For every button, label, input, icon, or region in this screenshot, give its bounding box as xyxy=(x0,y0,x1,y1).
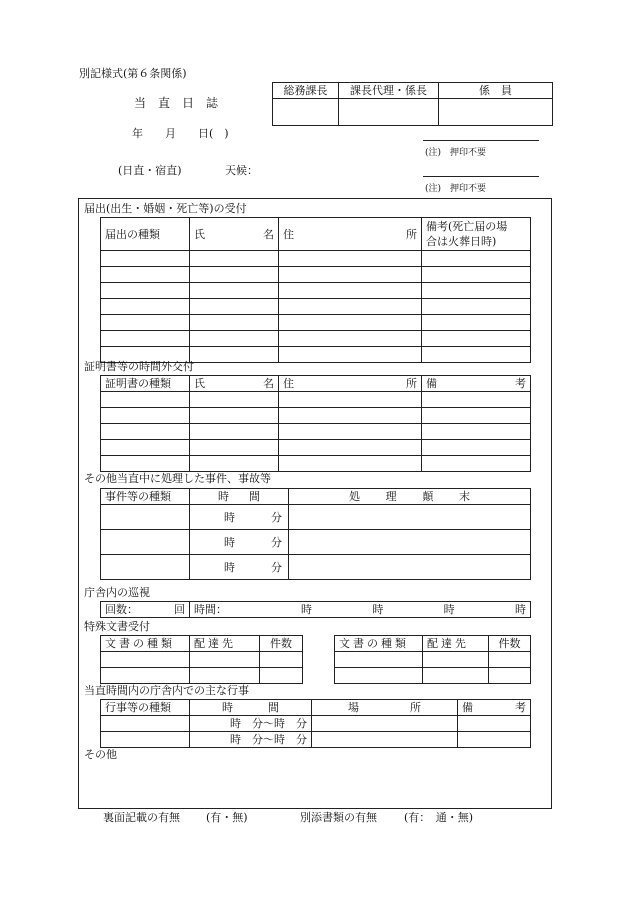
entry-cell[interactable] xyxy=(260,652,303,668)
entry-cell[interactable] xyxy=(101,424,190,440)
entry-cell[interactable] xyxy=(279,283,422,299)
entry-cell[interactable] xyxy=(423,668,489,684)
table-row xyxy=(335,652,531,668)
entry-cell[interactable] xyxy=(279,408,422,424)
section-title: 届出(出生・婚姻・死亡等)の受付 xyxy=(84,202,247,215)
column-header: 文書の種類 xyxy=(101,636,190,652)
entry-cell[interactable] xyxy=(101,331,190,347)
attachment-options[interactable]: (有： 通・無) xyxy=(404,811,474,824)
column-header: 文書の種類 xyxy=(335,636,423,652)
entry-cell[interactable] xyxy=(422,392,531,408)
entry-cell[interactable] xyxy=(458,732,531,748)
entry-cell[interactable] xyxy=(279,315,422,331)
patrol-table xyxy=(100,601,531,618)
approval-header: 総務課長 xyxy=(273,83,339,99)
entry-cell[interactable] xyxy=(312,716,458,732)
section-title: 庁舎内の巡視 xyxy=(84,586,150,599)
table-row xyxy=(101,668,303,684)
table-row xyxy=(101,456,531,472)
entry-cell[interactable] xyxy=(422,283,531,299)
entry-cell[interactable] xyxy=(423,652,489,668)
section-title: 特殊文書受付 xyxy=(84,620,150,633)
column-header: 住 所 xyxy=(279,218,422,251)
entry-cell[interactable] xyxy=(289,505,531,530)
table-row xyxy=(101,408,531,424)
entry-cell[interactable] xyxy=(279,424,422,440)
section-title: 当直時間内の庁舎内での主な行事 xyxy=(84,684,249,697)
reverse-side-label: 裏面記載の有無 xyxy=(103,811,180,824)
table-row xyxy=(101,392,531,408)
entry-cell[interactable] xyxy=(422,331,531,347)
entry-cell[interactable] xyxy=(279,392,422,408)
table-row xyxy=(101,251,531,267)
table-row xyxy=(101,652,303,668)
entry-cell[interactable] xyxy=(190,652,260,668)
attachment-label: 別添書類の有無 xyxy=(300,811,377,824)
table-row xyxy=(101,424,531,440)
entry-cell[interactable] xyxy=(190,408,279,424)
column-header: 時 間 xyxy=(190,700,312,716)
entry-cell[interactable] xyxy=(101,251,190,267)
entry-cell[interactable] xyxy=(422,299,531,315)
column-header: 備考(死亡届の場 合は火葬日時) xyxy=(422,218,531,251)
shift-type: (日直・宿直) xyxy=(118,164,182,177)
patrol-time-cell[interactable]: 時間： 時 時 時 時 xyxy=(190,602,531,618)
entry-cell[interactable] xyxy=(422,251,531,267)
patrol-count-cell[interactable]: 回数： 回 xyxy=(101,602,190,618)
entry-cell[interactable] xyxy=(101,392,190,408)
entry-cell[interactable] xyxy=(101,299,190,315)
entry-cell[interactable] xyxy=(101,267,190,283)
column-header: 備 考 xyxy=(458,700,531,716)
entry-cell[interactable] xyxy=(422,424,531,440)
entry-cell[interactable] xyxy=(190,424,279,440)
entry-cell[interactable] xyxy=(279,440,422,456)
entry-cell[interactable] xyxy=(489,652,531,668)
entry-cell[interactable] xyxy=(422,408,531,424)
entry-cell[interactable] xyxy=(190,283,279,299)
entry-cell[interactable] xyxy=(101,716,190,732)
entry-cell[interactable] xyxy=(101,315,190,331)
incident-table xyxy=(100,488,531,580)
entry-cell[interactable] xyxy=(312,732,458,748)
table-row xyxy=(101,716,531,732)
entry-cell[interactable] xyxy=(279,267,422,283)
weather-label: 天候： xyxy=(225,164,258,177)
section-title: 証明書等の時間外交付 xyxy=(84,360,194,373)
time-cell[interactable]: 時 分 xyxy=(190,505,289,530)
entry-cell[interactable] xyxy=(279,331,422,347)
entry-cell[interactable] xyxy=(279,347,422,363)
column-header: 処 理 顛 末 xyxy=(289,489,531,505)
table-row xyxy=(101,283,531,299)
approval-header: 課長代理・係長 xyxy=(339,83,439,99)
entry-cell[interactable] xyxy=(279,251,422,267)
form-reference: 別記様式(第６条関係) xyxy=(79,67,187,80)
column-header: 証明書の種類 xyxy=(101,376,190,392)
entry-cell[interactable] xyxy=(101,668,190,684)
special-docs-table-right xyxy=(334,635,531,684)
page-title: 当 直 日 誌 xyxy=(134,96,219,110)
entry-cell[interactable] xyxy=(190,392,279,408)
time-cell[interactable]: 時 分 xyxy=(190,530,289,555)
signature-line[interactable] xyxy=(423,140,539,141)
approval-header: 係 員 xyxy=(439,83,553,99)
entry-cell[interactable] xyxy=(101,283,190,299)
column-header: 事件等の種類 xyxy=(101,489,190,505)
entry-cell[interactable] xyxy=(279,456,422,472)
entry-cell[interactable] xyxy=(101,732,190,748)
table-row xyxy=(101,530,531,555)
entry-cell[interactable] xyxy=(190,251,279,267)
entry-cell[interactable] xyxy=(101,440,190,456)
column-header: 件数 xyxy=(260,636,303,652)
time-range-cell[interactable]: 時 分～時 分 xyxy=(190,716,312,732)
table-row xyxy=(101,440,531,456)
entry-cell[interactable] xyxy=(335,668,423,684)
entry-cell[interactable] xyxy=(260,668,303,684)
column-header: 氏 名 xyxy=(190,218,279,251)
table-row xyxy=(335,668,531,684)
events-table xyxy=(100,699,531,748)
column-header: 住 所 xyxy=(279,376,422,392)
entry-cell[interactable] xyxy=(489,668,531,684)
entry-cell[interactable] xyxy=(101,652,190,668)
entry-cell[interactable] xyxy=(190,331,279,347)
column-header: 届出の種類 xyxy=(101,218,190,251)
table-row xyxy=(101,315,531,331)
column-header: 備 考 xyxy=(422,376,531,392)
certificate-table xyxy=(100,375,531,472)
entry-cell[interactable] xyxy=(190,440,279,456)
entry-cell[interactable] xyxy=(190,456,279,472)
date-line: 年 月 日( ) xyxy=(132,127,229,140)
approval-stamp-table xyxy=(272,82,553,126)
entry-cell[interactable] xyxy=(101,555,190,580)
notification-table xyxy=(100,217,531,363)
table-row xyxy=(101,505,531,530)
entry-cell[interactable] xyxy=(422,347,531,363)
seal-note: (注) 押印不要 xyxy=(425,184,487,194)
entry-cell[interactable] xyxy=(289,555,531,580)
entry-cell[interactable] xyxy=(289,530,531,555)
time-range-cell[interactable]: 時 分～時 分 xyxy=(190,732,312,748)
entry-cell[interactable] xyxy=(101,456,190,472)
entry-cell[interactable] xyxy=(422,315,531,331)
table-row xyxy=(101,555,531,580)
column-header: 配達先 xyxy=(423,636,489,652)
section-title: その他 xyxy=(84,748,117,761)
stamp-cell[interactable] xyxy=(273,99,339,126)
column-header: 氏 名 xyxy=(190,376,279,392)
stamp-cell[interactable] xyxy=(439,99,553,126)
entry-cell[interactable] xyxy=(190,315,279,331)
table-row xyxy=(101,299,531,315)
table-row xyxy=(101,267,531,283)
signature-line[interactable] xyxy=(423,176,539,177)
entry-cell[interactable] xyxy=(279,299,422,315)
entry-cell[interactable] xyxy=(190,267,279,283)
entry-cell[interactable] xyxy=(101,408,190,424)
section-title: その他当直中に処理した事件、事故等 xyxy=(84,472,271,485)
column-header: 件数 xyxy=(489,636,531,652)
entry-cell[interactable] xyxy=(190,299,279,315)
entry-cell[interactable] xyxy=(101,505,190,530)
column-header: 行事等の種類 xyxy=(101,700,190,716)
entry-cell[interactable] xyxy=(335,652,423,668)
column-header: 場 所 xyxy=(312,700,458,716)
entry-cell[interactable] xyxy=(101,530,190,555)
entry-cell[interactable] xyxy=(190,347,279,363)
entry-cell[interactable] xyxy=(422,267,531,283)
entry-cell[interactable] xyxy=(422,440,531,456)
column-header: 配達先 xyxy=(190,636,260,652)
column-header: 時 間 xyxy=(190,489,289,505)
reverse-side-options[interactable]: (有・無) xyxy=(206,811,248,824)
entry-cell[interactable] xyxy=(190,668,260,684)
time-cell[interactable]: 時 分 xyxy=(190,555,289,580)
table-row xyxy=(101,732,531,748)
stamp-cell[interactable] xyxy=(339,99,439,126)
special-docs-table-left xyxy=(100,635,303,684)
entry-cell[interactable] xyxy=(458,716,531,732)
seal-note: (注) 押印不要 xyxy=(425,148,487,158)
entry-cell[interactable] xyxy=(422,456,531,472)
other-notes-area[interactable] xyxy=(84,764,544,802)
table-row xyxy=(101,331,531,347)
